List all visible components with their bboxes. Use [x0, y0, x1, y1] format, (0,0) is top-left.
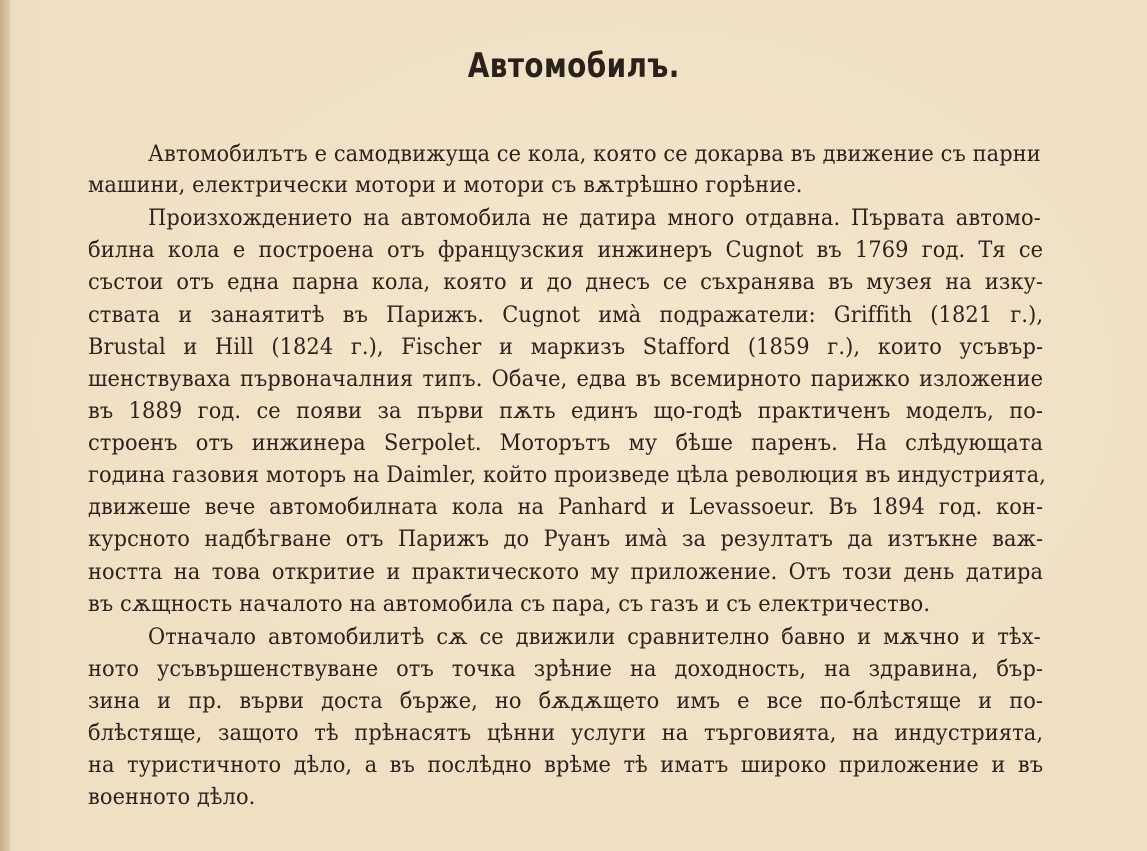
text-line: Отначало автомобилитѣ сѫ се движили сравнително бавно и мѫчно и тѣх-	[148, 624, 1041, 650]
text-line: машини, електрически мотори и мотори съ вѫтрѣшно горѣние.	[88, 172, 803, 198]
text-line: билна кола е построена отъ французския инжинеръ Cugnot въ 1769 год. Тя се	[88, 237, 1044, 263]
text-line: строенъ отъ инжинера Serpolet. Моторътъ му бѣше паренъ. На слѣдующата	[88, 430, 1044, 456]
text-line: зина и пр. върви доста бърже, но бѫдѫщето имъ е все по-блѣстяще и по-	[88, 688, 1044, 714]
text-line: курсното надбѣгване отъ Парижъ до Руанъ имà за резултатъ да изтъкне важ-	[88, 526, 1044, 552]
text-line: военното дѣло.	[88, 784, 256, 810]
text-line: Автомобилътъ е самодвижуща се кола, която се докарва въ движение съ парни	[148, 141, 1041, 167]
text-line: блѣстяще, защото тѣ прѣнасятъ цѣнни услуги на търговията, на индустрията,	[88, 720, 1044, 746]
page-binding-shadow	[0, 0, 10, 851]
text-line: година газовия моторъ на Daimler, който произведе цѣла революция въ индустрията,	[88, 462, 1046, 488]
text-line: ното усъвършенствуване отъ точка зрѣние на доходность, на здравина, бър-	[88, 656, 1044, 682]
text-line: въ сѫщность началото на автомобила съ пара, съ газъ и съ електричество.	[88, 591, 931, 617]
text-line: въ 1889 год. се появи за първи пѫть единъ що-годѣ практиченъ моделъ, по-	[88, 398, 1044, 424]
text-line: ствата и занаятитѣ въ Парижъ. Cugnot имà подражатели: Griffith (1821 г.),	[88, 302, 1044, 328]
page-title: Автомобилъ.	[467, 46, 680, 86]
text-line: Произхождението на автомобила не датира много отдавна. Първата автомо-	[148, 205, 1041, 231]
text-line: ността на това откритие и практическото му приложение. Отъ този день датира	[88, 559, 1044, 585]
text-line: движеше вече автомобилната кола на Panhard и Levassoeur. Въ 1894 год. кон-	[88, 494, 1044, 520]
text-line: Brustal и Hill (1824 г.), Fischer и маркизъ Stafford (1859 г.), които усъвър-	[88, 334, 1044, 360]
text-line: шенствуваха първоначалния типъ. Обаче, едва въ всемирното парижко изложение	[88, 366, 1044, 392]
text-line: на туристичното дѣло, а въ послѣдно врѣме тѣ иматъ широко приложение и въ	[88, 752, 1044, 778]
text-line: състои отъ една парна кола, която и до днесъ се съхранява въ музея на изку-	[88, 269, 1044, 295]
